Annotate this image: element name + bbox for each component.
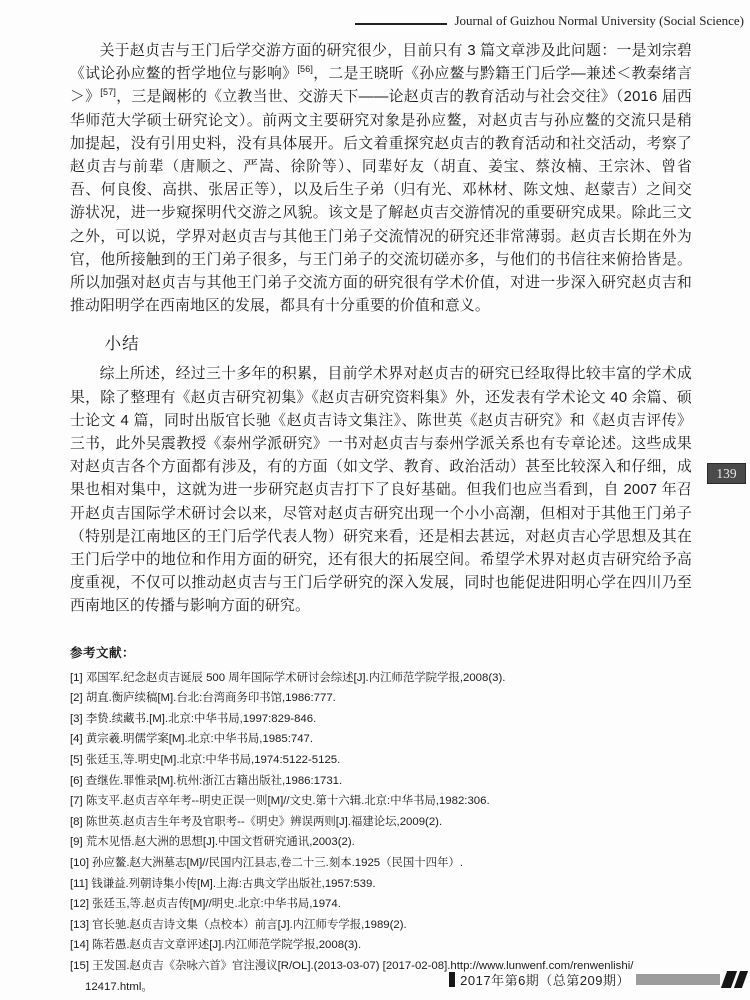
header-rule-line [355,23,447,25]
footer-issue-line [449,970,745,989]
reference-item: [12] 张廷玉,等.赵贞吉传[M]//明史.北京:中华书局,1974. [70,898,341,911]
article-body [70,40,692,997]
reference-item: [11] 钱谦益.列朝诗集小传[M].上海:古典文学出版社,1957:539. [70,877,376,890]
footer-gray-bar [636,974,720,985]
citation-superscript-57: [57] [100,87,117,98]
paragraph-text: ，二是王晓昕《孙应鳌与黔籍王门后学—兼述＜教秦绪言＞》 [70,66,692,106]
references-list [70,668,692,998]
citation-superscript-56: [56] [297,64,314,75]
paragraph-text: ，三是阚彬的《立教当世、交游天下——论赵贞吉的教育活动与社会交往》（2016 届西华师范大学硕士研究论文）。前两文主要研究对象是孙应鳌，对赵贞吉与孙应鳌的交流只是稍加提起，没有引用史料，没有具体展开。后文着重探究赵贞吉的教育活动和社交活动，考察了赵贞吉与前辈（唐顺之、严嵩、徐阶等）、同辈好友（胡直、姜宝、蔡汝楠、王宗沐、曾省吾、何良俊、高拱、张居正等），以及后生子弟（归有光、邓林材、陈文烛、赵蒙吉）之间交游状况，进一步窥探明代交游之风貌。该文是了解赵贞吉交游情况的重要研究成果。除此三文之外，可以说，学界对赵贞吉与其他王门弟子交流情况的研究还非常薄弱。赵贞吉长期在外为官，他所接触到的王门弟子很多，与王门弟子的交流切磋亦多，与他们的书信往来俯拾皆是。所以加强对赵贞吉与其他王门弟子交流方面的研究很有学术价值，对进一步深入研究赵贞吉和推动阳明学在西南地区的发展，都具有十分重要的价值和意义。 [70,89,692,315]
reference-item: [9] 荒木见悟.赵大洲的思想[J].中国文哲研究通讯,2003(2). [70,836,355,849]
reference-item: [5] 张廷玉,等.明史[M].北京:中华书局,1974:5122-5125. [70,754,341,767]
footer-issue-text: 2017年第6期（总第209期） [460,973,630,988]
references-heading: 参考文献： [70,645,136,660]
reference-item: [14] 陈若愚.赵贞吉文章评述[J].内江师范学院学报,2008(3). [70,939,362,952]
page-number-badge: 139 [707,463,746,484]
journal-header [355,13,744,29]
reference-item: [6] 查继佐.罪惟录[M].杭州:浙江古籍出版社,1986:1731. [70,774,343,787]
paragraph-research-overview [70,40,692,318]
reference-item: [8] 陈世英.赵贞吉生年考及官职考--《明史》辨误两则[J].福建论坛,2009(2). [70,815,443,828]
reference-item: [13] 官长驰.赵贞吉诗文集（点校本）前言[J].内江师专学报,1989(2). [70,918,407,931]
journal-title: Journal of Guizhou Normal University (Social Science) [454,13,744,28]
reference-item-wrap: 12417.html。 [85,980,153,993]
reference-item: [15] 王发国.赵贞吉《杂咏六首》官注漫议[R/OL].(2013-03-07) [2017-02-08].http://www.lunwenf.com/renwenlishi/ [70,959,634,972]
reference-item: [3] 李贽.续藏书.[M].北京:中华书局,1997:829-846. [70,712,317,725]
reference-item: [1] 邓国军.纪念赵贞吉诞辰 500 周年国际学术研讨会综述[J].内江师范学院学报,2008(3). [70,671,506,684]
paragraph-text: 关于赵贞吉与王门后学交游方面的研究很少，目前只有 3 篇文章涉及此问题：一是刘宗碧《试论孙应鳌的哲学地位与影响》 [70,43,692,83]
paragraph-summary: 综上所述，经过三十多年的积累，目前学术界对赵贞吉的研究已经取得比较丰富的学术成果，除了整理有《赵贞吉研究初集》《赵贞吉研究资料集》外，还发表有学术论文 40 余篇、硕士论文 4 篇，同时出版官长驰《赵贞吉诗文集注》、陈世英《赵贞吉研究》和《赵贞吉评传》三书，此外吴震教授《泰州学派研究》一书对赵贞吉与泰州学派关系也有专章论述。这些成果对赵贞吉各个方面都有涉及，有的方面（如文学、教育、政治活动）甚至比较深入和仔细，成果也相对集中，这就为进一步研究赵贞吉打下了良好基础。但我们也应当看到，自 2007 年召开赵贞吉国际学术研讨会以来，尽管对赵贞吉研究出现一个小小高潮，但相对于其他王门弟子（特别是江南地区的王门后学代表人物）研究来看，还是相去甚远，对赵贞吉心学思想及其在王门后学中的地位和作用方面的研究，还有很大的拓展空间。希望学术界对赵贞吉研究给予高度重视，不仅可以推动赵贞吉与王门后学研究的深入发展，同时也能促进阳明心学在四川乃至西南地区的传播与影响方面的研究。 [70,366,692,615]
section-heading-summary: 小结 [104,335,140,354]
reference-item: [7] 陈支平.赵贞吉卒年考--明史正误一则[M]//文史.第十六辑.北京:中华书局,1982:306. [70,795,490,808]
reference-item: [10] 孙应鳌.赵大洲墓志[M]//民国内江县志,卷二十三.刻本.1925（民国十四年）. [70,857,464,870]
reference-item: [4] 黄宗羲.明儒学案[M].北京:中华书局,1985:747. [70,733,314,746]
footer-black-bar [449,972,455,987]
reference-item: [2] 胡直.衡庐续稿[M].台北:台湾商务印书馆,1986:777. [70,692,336,705]
